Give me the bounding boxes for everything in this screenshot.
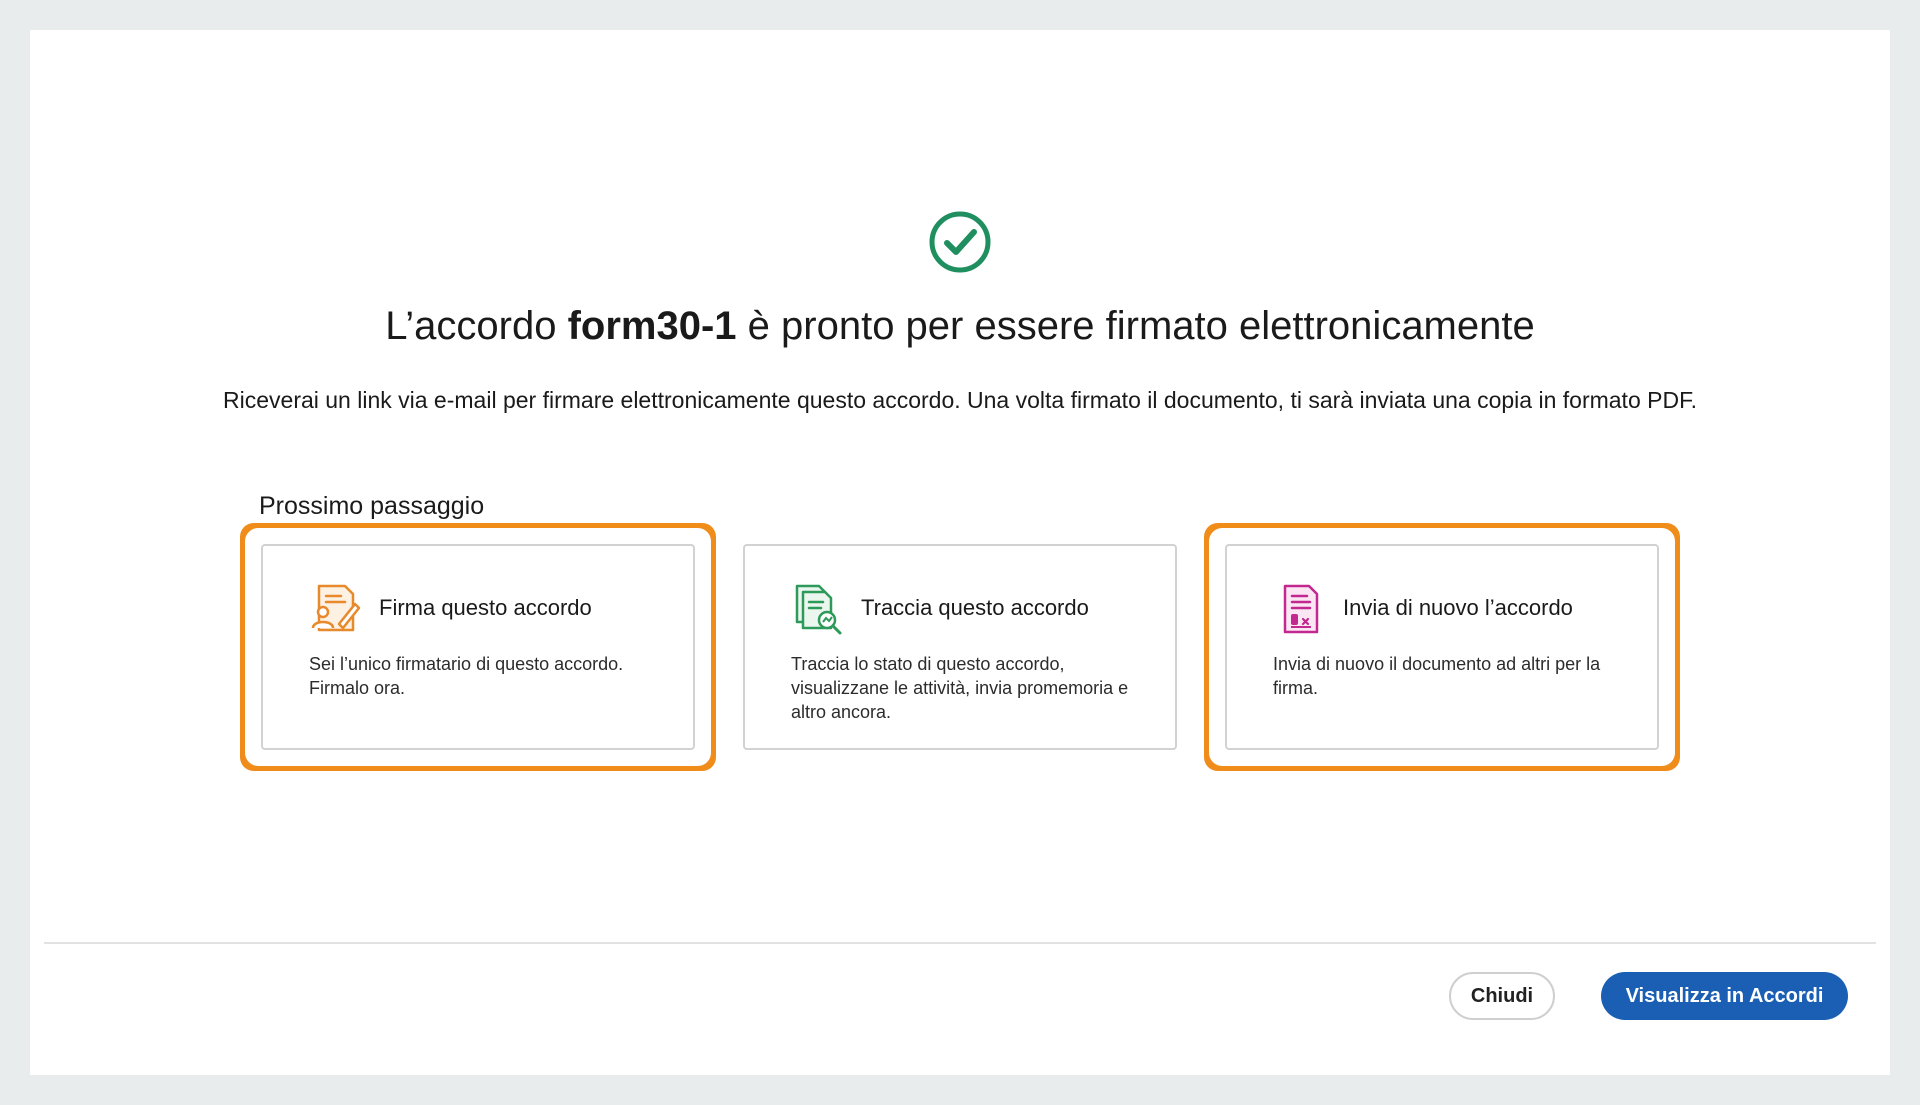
close-button[interactable]: Chiudi — [1449, 972, 1555, 1020]
footer-divider — [44, 942, 1876, 944]
track-agreement-card[interactable] — [743, 544, 1177, 750]
next-step-label: Prossimo passaggio — [259, 492, 485, 520]
agreement-name: form30-1 — [567, 304, 737, 348]
card-description: Sei l’unico firmatario di questo accordo. Firmalo ora. — [309, 654, 624, 698]
page-subtitle: Riceverai un link via e-mail per firmare elettronicamente questo accordo. Una volta firmato il documento, ti sarà inviata una copia in formato PDF. — [223, 387, 1697, 413]
track-document-icon — [791, 582, 845, 636]
resend-agreement-card[interactable] — [1225, 544, 1659, 750]
card-title: Traccia questo accordo — [861, 595, 1089, 620]
card-description: Invia di nuovo il documento ad altri per la firma. — [1273, 654, 1601, 698]
card-title: Invia di nuovo l’accordo — [1343, 595, 1573, 620]
card-title: Firma questo accordo — [379, 595, 592, 620]
sign-document-icon — [309, 582, 363, 636]
card-description: Traccia lo stato di questo accordo, visualizzane le attività, invia promemoria e altro ancora. — [791, 654, 1129, 722]
view-in-agreements-button[interactable]: Visualizza in Accordi — [1601, 972, 1848, 1020]
success-check-icon — [928, 210, 992, 274]
resend-document-icon — [1273, 582, 1327, 636]
page-title: L’accordo form30-1 è pronto per essere firmato elettronicamente — [385, 304, 1535, 348]
sign-agreement-card[interactable] — [261, 544, 695, 750]
